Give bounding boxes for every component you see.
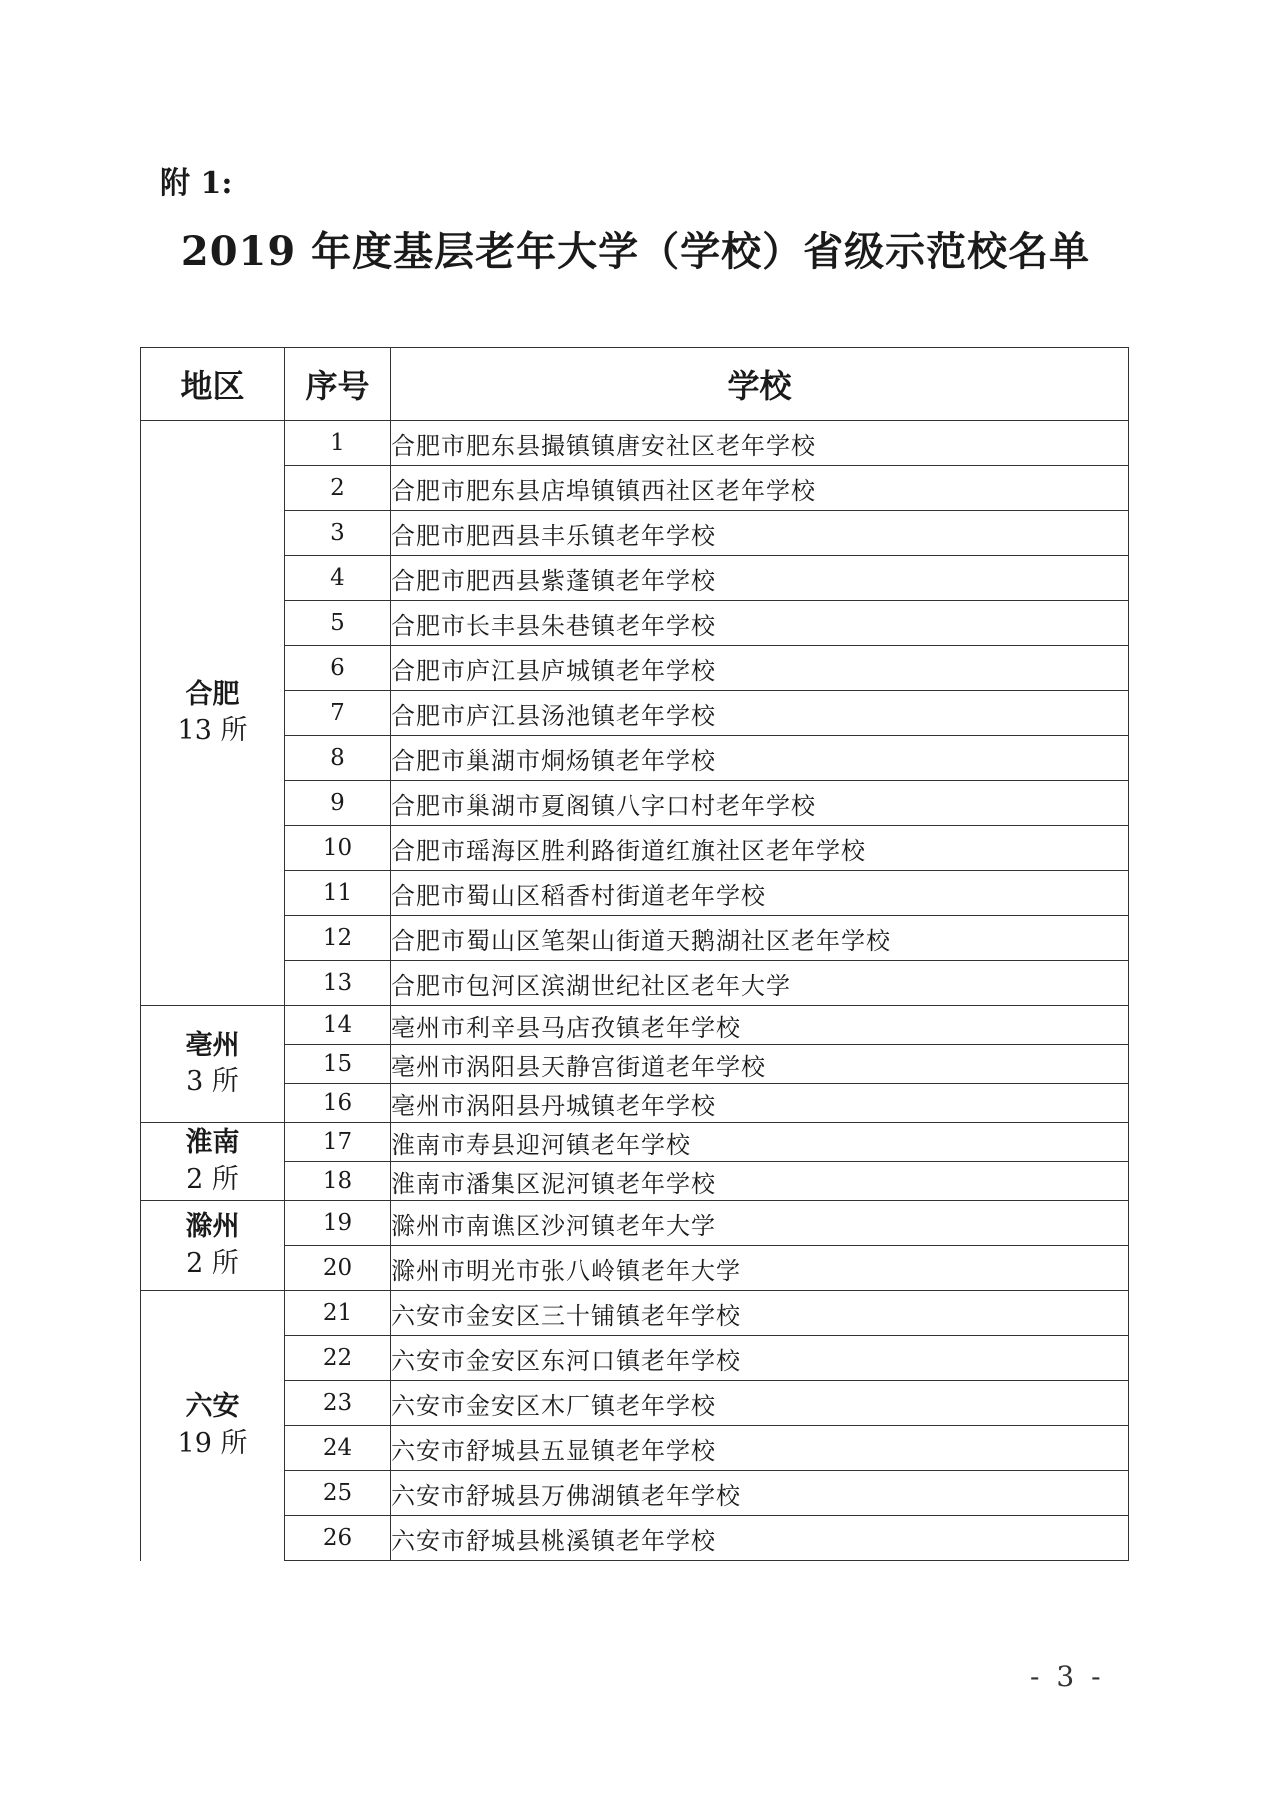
school-name: 合肥市庐江县庐城镇老年学校 [391,646,1129,691]
table-row [141,736,1129,781]
region-cell [141,1123,285,1201]
school-name: 合肥市瑶海区胜利路街道红旗社区老年学校 [391,826,1129,871]
row-number: 15 [285,1045,391,1084]
table-row [141,691,1129,736]
table-row [141,871,1129,916]
region-name: 淮南 [185,1127,240,1159]
row-number: 22 [285,1336,391,1381]
school-name: 合肥市蜀山区稻香村街道老年学校 [391,871,1129,916]
region-count: 2 所 [186,1163,239,1195]
row-number: 18 [285,1162,391,1201]
table-row [141,916,1129,961]
region-name: 滁州 [185,1211,240,1243]
row-number: 19 [285,1201,391,1246]
table-row [141,601,1129,646]
row-number: 11 [285,871,391,916]
table-row [141,1201,1129,1246]
region-cell [141,1006,285,1123]
region-count: 13 所 [177,715,248,746]
table-row [141,1045,1129,1084]
row-number: 13 [285,961,391,1006]
school-name: 合肥市肥东县撮镇镇唐安社区老年学校 [391,421,1129,466]
row-number: 20 [285,1246,391,1291]
row-number: 16 [285,1084,391,1123]
region-cell [141,1291,285,1561]
table-row [141,1516,1129,1561]
school-name: 亳州市涡阳县丹城镇老年学校 [391,1084,1129,1123]
school-name: 亳州市利辛县马店孜镇老年学校 [391,1006,1129,1045]
attachment-label: 附 1: [160,166,233,201]
table-row [141,511,1129,556]
school-name: 淮南市潘集区泥河镇老年学校 [391,1162,1129,1201]
school-name: 六安市金安区三十铺镇老年学校 [391,1291,1129,1336]
table-row [141,1084,1129,1123]
table-row [141,1381,1129,1426]
row-number: 3 [285,511,391,556]
table-row [141,1426,1129,1471]
table-row [141,1123,1129,1162]
region-name: 合肥 [185,678,240,710]
table-row [141,1246,1129,1291]
row-number: 5 [285,601,391,646]
school-name: 合肥市巢湖市夏阁镇八字口村老年学校 [391,781,1129,826]
table-row [141,421,1129,466]
row-number: 1 [285,421,391,466]
region-cell [141,1201,285,1291]
header-school: 学校 [391,348,1129,421]
region-count: 19 所 [177,1427,248,1459]
school-name: 亳州市涡阳县天静宫街道老年学校 [391,1045,1129,1084]
table-row [141,466,1129,511]
school-name: 合肥市蜀山区笔架山街道天鹅湖社区老年学校 [391,916,1129,961]
row-number: 17 [285,1123,391,1162]
page-number: - 3 - [1030,1660,1105,1693]
region-name: 亳州 [185,1029,240,1061]
region-cell [141,421,285,1006]
school-name: 合肥市巢湖市烔炀镇老年学校 [391,736,1129,781]
region-name: 六安 [185,1391,240,1423]
school-name: 合肥市肥东县店埠镇镇西社区老年学校 [391,466,1129,511]
table-row [141,1006,1129,1045]
row-number: 9 [285,781,391,826]
header-region: 地区 [141,348,285,421]
document-title: 2019 年度基层老年大学（学校）省级示范校名单 [180,228,1091,275]
row-number: 10 [285,826,391,871]
school-name: 合肥市肥西县紫蓬镇老年学校 [391,556,1129,601]
school-roster-table [140,347,1129,1561]
row-number: 6 [285,646,391,691]
row-number: 2 [285,466,391,511]
row-number: 7 [285,691,391,736]
school-name: 合肥市肥西县丰乐镇老年学校 [391,511,1129,556]
school-name: 淮南市寿县迎河镇老年学校 [391,1123,1129,1162]
school-name: 合肥市长丰县朱巷镇老年学校 [391,601,1129,646]
school-name: 六安市金安区木厂镇老年学校 [391,1381,1129,1426]
school-name: 六安市舒城县桃溪镇老年学校 [391,1516,1129,1561]
table-header-row [141,348,1129,421]
school-name: 六安市舒城县万佛湖镇老年学校 [391,1471,1129,1516]
table-row [141,1291,1129,1336]
row-number: 26 [285,1516,391,1561]
school-name: 滁州市南谯区沙河镇老年大学 [391,1201,1129,1246]
table-body [141,421,1129,1561]
table-row [141,1336,1129,1381]
table-row [141,961,1129,1006]
school-name: 滁州市明光市张八岭镇老年大学 [391,1246,1129,1291]
school-name: 六安市金安区东河口镇老年学校 [391,1336,1129,1381]
header-number: 序号 [285,348,391,421]
table-row [141,1162,1129,1201]
row-number: 14 [285,1006,391,1045]
school-name: 合肥市庐江县汤池镇老年学校 [391,691,1129,736]
row-number: 8 [285,736,391,781]
row-number: 21 [285,1291,391,1336]
school-name: 合肥市包河区滨湖世纪社区老年大学 [391,961,1129,1006]
row-number: 23 [285,1381,391,1426]
table-row [141,556,1129,601]
table-row [141,1471,1129,1516]
row-number: 24 [285,1426,391,1471]
region-count: 2 所 [186,1247,239,1279]
school-name: 六安市舒城县五显镇老年学校 [391,1426,1129,1471]
row-number: 4 [285,556,391,601]
table-row [141,826,1129,871]
row-number: 25 [285,1471,391,1516]
table-row [141,646,1129,691]
region-count: 3 所 [186,1066,239,1097]
row-number: 12 [285,916,391,961]
table-row [141,781,1129,826]
